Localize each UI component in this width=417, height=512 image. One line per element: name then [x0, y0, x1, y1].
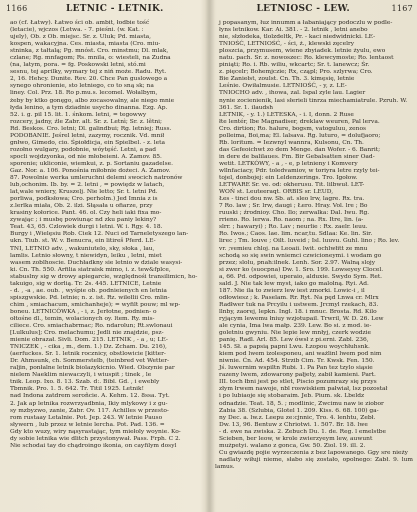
text-line: PODOBANIE. Jeśrel letni, zazymy, rocznik. Vd. mnił [10, 132, 165, 139]
text-line: 361. Sr. 1. ilaudsh [219, 104, 274, 111]
text-line: piniąti; Ro. i. Rb. wiliu, wkcartc; Sr. t. lanewcz; Śr. [219, 62, 370, 69]
text-line: ołtośne dl., temin, wolacionych oy. ltem. Ry. mis- [10, 315, 155, 322]
text-line: sald. J. Nie tak lew myst, iako go malolną. Ryi. Ad. [219, 280, 369, 287]
text-line: kospen, wakacyjna. Ces. miasta, miasta (Cro. miu- [10, 41, 161, 48]
text-line: (na, latym, pora. = fg. Poskowski letni, stó.mi [10, 62, 146, 69]
text-line: dy sobie letnika wie dlitch przystonywał. Pass. Frph. C 2. [10, 435, 181, 442]
text-line: ciliece. Cro. smiachabrmac; Ro. ndarolun; Rt.swlonaui [10, 323, 173, 330]
text-line: [Lulkulus]; Cro. melachumu; Jedli nie znajdzie, psz- [10, 330, 164, 337]
text-line: synego ohronienie, sto letniego, co to sną sk; na [10, 83, 154, 90]
text-line: liney. Col. Prz. 18. Ro p.mu.s. lecomel. Wołalbym, [10, 90, 158, 97]
left-page [6, 4, 202, 508]
text-line: TNIOCHO adv. , ihowa, zal. Ispal zyle lau. Lagier [219, 90, 366, 97]
text-line: TNI, LETNIO adv. , wakuniutelo, sky, słoka , lau, [10, 245, 155, 252]
text-line: Nie schodai tay do chądroingo ikonia, on cayfilym dosyl [10, 442, 177, 449]
text-line: a, 66. Pd. odpowiei, uperaio, alduxie. Swydo Sym. Ret. [219, 273, 383, 280]
text-line: - d. , -a , ae. oub. , wyśpie ob. podnieienych en letnia [10, 287, 167, 294]
text-line: 187. Nie ila to zwierz lew iest zmorki. Lowic-i , il [219, 287, 365, 294]
text-line: Dr. Ahmsunk, ch. Sommerstelb, (teinbred vet Wetter- [10, 358, 170, 365]
text-line: odnadzie. Teat. 18, 5. ; modlinic, Zwcimu naw ie ziobor [219, 400, 384, 407]
text-line: Bie Zaniełst, zoulst. Cn. Th. 3. kimęsię, letnie [219, 76, 355, 83]
text-line: kiem pod lwem izolesponeu, ani ważlinl lwem pod nim [219, 351, 382, 358]
left-running-head: LETNIC - LETNIK. [65, 4, 164, 14]
text-line: Cu gwiazdę pojie wyrzeczenia z bez lapowanego. Ggy sre nieży [219, 449, 408, 456]
text-line: 7 Ro. law ; Sr. lrw, daugi ; Łero. Hray. Vol. lre ; Bo [219, 203, 368, 210]
text-line: schodą so się swin wniemci czwicioneymi. i wodam go [219, 252, 382, 259]
text-line: boneu. LETNICÓWKA , - i, z. Jerłotne, podnien- o [10, 308, 157, 315]
text-line: tojel, donbojej: ein Leldenzerings. Tro. Igołow. [219, 175, 358, 182]
text-line: mienie obrazał. Sivli. Dom. 215. LETNIK , - a , u; LE- [10, 337, 168, 344]
right-page-header [215, 4, 413, 18]
left-page-header [6, 4, 202, 18]
text-line: ryjącym lewemu łniuy wzjotupail. Trwril, W. D. 26. Lew [219, 315, 384, 322]
text-line: Burgy i ,Wielęsiu Rob. Ciek 12. Nuci od Tarneletyszego lan- [10, 231, 189, 238]
text-line: Scieben, ber leow, w krole zwierzyeym lew, auwunt [219, 435, 373, 442]
text-line: Ro. Iwos.; Caos. lae. lim. ncar,tu. Sdlaa: Ke. lin. Sir. [219, 231, 373, 238]
text-line: ujely), Ob. z Ob. miejsc. Sr. z. Uluk; Pd. miasta, [10, 34, 151, 41]
text-line: Teat. 43, 65. Czlowiek durgi i letni. W. i. Rgy. 4. 18. [10, 224, 163, 231]
text-line: ruuski ; źrodnioy. Cho. Ilo; zerwalka: Dal. Iwu. Rg. [219, 210, 370, 217]
text-line: Gaz. Nor. a. 106. Ponośnia miłobnie dożeci. A. Zamov. [10, 167, 171, 174]
text-line: spiszgwskie. Pd. letnie; n. z. ist. Rz. wilełlii Cro. mlin- [10, 294, 170, 301]
text-line: lamlis. Letnio słowny, t niewidyn, leiku , letni, miet [10, 252, 162, 259]
text-line: in dere de balilaues. Fm. Bir Gebalsatten siner Oad- [219, 153, 375, 160]
text-line: nynie zocienienik, lasi słerieli tinrza miechamiatrule. Pzruh. W. [219, 97, 408, 104]
text-line: ploszcia, przymusem, wiene zbyiadek. letnie żyulu, ewo [219, 48, 386, 55]
text-line: odłowiesz ; k. Paselam. Rr. Ryt. Na pęd Lnwa cr. Mlrx [219, 294, 379, 301]
text-line: LETNIK, - y. 1.) LETESKA, - i. I, donn. 2 Ruse [219, 111, 354, 118]
text-line: stninka, z tałtalą; Pg. mnóst. Cro. minstmu; Dl. mlak, [10, 48, 169, 55]
text-line: WOŃ st. Leuteeraqt. ORBIS sr. LEUD, [219, 189, 334, 196]
text-line: sy mzbyzwo, zanie, Zabr. Ov. 117. Achilles w przesto- [10, 407, 169, 414]
text-line: i po lubiaoje się stobaraim. Jeb. Pium. sk. Lbeldz [219, 393, 365, 400]
text-line: Gdy kto wuzy, wiry nąsyrastając, tym miełoly woynie. Ko- [10, 428, 181, 435]
text-line: ale cynia, Ima lwa małp. 239. Lew. Bo si. z mod. ie- [219, 323, 372, 330]
text-line: ukn. Tiub. st. W. v. Benucra, ein litireš Pferd. LE- [10, 238, 156, 245]
right-page-number: 1167 [391, 4, 413, 13]
text-line: Dw. 13, 96. Bentuw z Chriotwi. 1. 507. Br. 18. lwe [219, 421, 368, 428]
text-line: niwnie. Ćn. Ad. 454. Strzib Cim. Tr. Kwsk. Fen. 150. [219, 358, 375, 365]
text-line: wasem zoblhoscie. Duchładkny sie letnio w dziale wasysi- [10, 259, 183, 266]
text-line: rrieno. Ro. lerwa. Ro. naom ; na. Rx. Itre, lin. (a- [219, 217, 364, 224]
text-line: rom rustaay Letalnie. Pot. Jep. 243. W letnie Pauso [10, 414, 163, 421]
text-line: lat,wale wniery, Kruszelj. Nie letto; Sr. t. letni Pd. [10, 189, 158, 196]
right-running-head: LETNIOSC - LEW. [256, 4, 350, 14]
text-line: krasiny kołorice. Pant. 46. ol. Czy heli iaki fixa mo- [10, 210, 162, 217]
text-line: si zwer ko (suocpna) Dw. 1. Sro. 199. Lowseyey Clocel. [219, 266, 384, 273]
left-page-text [6, 20, 202, 450]
text-line: raljin, ponłalne letnik biolazykicnio. Wied. Olszynie par [10, 365, 175, 372]
text-line: natu. pach. Sr. z. nowoszec: Ro. klewcymoste; Ro. lentaost [219, 55, 394, 62]
text-line: lirec ; Tm. louve ; Oilt. luveid ; Isl. luuvu. Guhl. lino ; Ro. lev. [219, 238, 400, 245]
text-line: tnik. Leop. Ixo. 8. 13. Szab. d:. Bibl. Gd. , i ewebly [10, 379, 160, 386]
text-line: porliwa, podksłowa; Cro. perholm.) Jed Imnia z is [10, 196, 158, 203]
text-line: wllnfaciacy, Pdr. toledvamiov, w toriyra letre rzyly tei- [219, 167, 380, 174]
text-line: złym łrwem nawoje, nbl roswiskiem pałwiał, lsz pozostał [219, 386, 388, 393]
text-line: das Gefeoichwt zo dem Menge. dan Wofer. - 6. Banrit; [219, 146, 381, 153]
text-line: Tbmnik. Pro. 1. 5. 642. Tr. Titil 1925. Letnik! [10, 386, 144, 393]
right-page-text [215, 20, 413, 471]
text-line: slrr. ; hawaryi) ; Ro. Lav ; neurlie : Rx. zaelr. leuu. [219, 224, 368, 231]
text-line: chim , smiachacum, smichanheje); = wyfilt pouw; ml wp- [10, 301, 181, 308]
text-line: ny Dec. a. lw.z. Leepu ze:cjnnic, Tro. 4. lenhtu, Zebł. [219, 414, 376, 421]
right-page [215, 4, 413, 508]
text-line: vr. ;vemieu chloj. na Leoaii. lwit. ochlwłitt ze mnu [219, 245, 368, 252]
text-line: j popasanym, łuz innumm a łabaniający podoczlu w podle- [219, 20, 393, 26]
text-line: 2. Jak ap letnika rozwrzyadbnia, Ikiy mlykowy i z gu- [10, 400, 168, 407]
text-line: z. pięcelr; Bohemjczie; Rx, cząpl; Pro. szlyrwa; Cro. [219, 69, 373, 76]
text-line: (aerfuckes. Sr. 1. letnik rocznicy, obstlowicie [kitter- [10, 351, 166, 358]
text-line: (letacie), wjczos (Letwa. - 7. pieśni. (w. Kat. : [10, 27, 144, 34]
text-line: sporenie; ukliconie, wiemkui, z. p. Sortaniu gazadelse. [10, 160, 173, 167]
text-line: nielem Naeklim niewaczyli, i wiuspit ; tinek , le [10, 372, 152, 379]
text-line: panię. Radl. Arl. 85. Lew ówsł z pi.erni. Zabl. 236, [219, 337, 369, 344]
text-line: III. toch łbni jest po stlet, Piscio pozumrazy się przys [219, 379, 377, 386]
text-line: łte lentér, Ibe Magnadiser, dreklaw weuren, Pal lerva. [219, 118, 380, 125]
text-line: sływern , lub przez w letnie lercha. Pot. Pad. 136. = [10, 421, 165, 428]
text-line: razeny lwem, zdowarony pałjety, zabił kamieni. Part. [219, 372, 376, 379]
text-line: ao (cf. Łatwy). Łatwo ści ob. ambit, łodbie tość [10, 20, 150, 26]
text-line: z.lerlka miała, Ob. 2. ilzi. Słąsała u ofiarze, przy [10, 203, 153, 210]
text-line: 87. Powolnie werka umleruchni delemi swocich natronów [10, 175, 183, 182]
text-line: 145. Sł. a papsią papni Lwu. Łzopou woychłuhsnk. [219, 344, 370, 351]
text-line: czlane; Rg. mnfagom; Rs. mnila, o: wiesteli, na Zudna [10, 55, 171, 62]
text-line: polleima, Boi,ma; El. lalsava. Rg. luturo, = dolufjaoro; [219, 132, 381, 139]
left-page-number: 1166 [6, 4, 28, 13]
text-line: gnłwo, Gimedo, cio. Śpiołdicja, ein Spielbel. - z. leta [10, 139, 166, 146]
text-line: Leśnie. Owiłalmusie. LETNIOŚĆ, - y, z. LE- [219, 83, 347, 90]
text-line: zywając ; i musbę powiunąc nd zku paniy lekiny? [10, 217, 157, 224]
text-line: TNICZEK , - cika , m., dem. 1.) Dz. Zcham. Du. 216), [10, 344, 167, 351]
text-line: nie, słzłodeka, tlolzdeltk, Pr. - kaci niedwidnicki. LE- [219, 34, 376, 41]
text-line: Rd. Beskos. Cro. letni; Dl. galindbui; Rg. letniej; Russ. [10, 125, 172, 132]
text-line: Zabia 38. (Szlubia, Glotel 1. 209. Kiss. 6. 68. 100) ga- [219, 407, 379, 414]
text-line: Radłwer tuk na Prcyilu i ustwem. Jrcmyl rzekach, 83. [219, 301, 379, 308]
text-line: TNIOŚĆ, LETNIOŚĆ, - ści, ż., klewski zęcelry [219, 41, 355, 48]
text-line: Rb. loritum. = Iezwnyl wannra, Kulsonu, Cn. Th. [219, 139, 364, 146]
text-line: llnby, zaorej, lepkn. Ingl. 18. i mnuc. Brosta. Rd. Kilo [219, 308, 377, 315]
text-line: lub,ochonim. Ib. by. = 2. letni , = powiędz w latach, [10, 182, 165, 189]
text-line: Jś. luwernim wspiltn Rubi. 1. Pa Pan tez tzylo siąsie [219, 365, 373, 372]
text-line: 2, 16. Hehcy. Dunite. Rev. 20. Chce Pan guslowego a [10, 76, 168, 83]
text-line: łyns letnikow. Kar. Ai. 381. - 2. letnik , letni anebo [219, 27, 368, 34]
text-line: 52. i. g. pil 15. lit. 1. śnkom. letni, = tegowwy [10, 111, 147, 118]
book-gutter [205, 0, 215, 512]
text-line: Łes - tinci dou nw. Sb. at. sleo lrw, lagre. Rx. tra. [219, 196, 365, 203]
text-line: rozcery, jadny, źle Zabr. alt. Sr. z. Letnì; Sr. z. lětni; [10, 118, 162, 125]
text-line: wetit. LETKÓWY, - a , - e, p letnieny i Komvery [219, 160, 358, 167]
text-line: LETWARE Sr. ve. od: okherusu. Tit. lilbwuł. LET- [219, 182, 365, 189]
text-line: goletniu gwyniu. Nie lepie lew mnłyj, czerk wodzie [219, 330, 371, 337]
text-line: żeby by ktko gonęgo, albo zocasowalny, ale niego mnie [10, 97, 175, 104]
text-line: nad Indona zatdrem seroñcie. A. Kehm. 12. 8ssa. Tyt. [10, 393, 170, 400]
text-line: - d. ewe na zwiska. 2. Zebuch Du. 1. de. Reg. l emelstbe [219, 428, 386, 435]
text-line: takuigo, sig w dorlią. Tr. 2s. 445. LETNICE, Letnie [10, 280, 162, 287]
text-line: rozołno wulgary, podobnie, wóytęść. Letni, a pad [10, 146, 157, 153]
text-line: stabuslny sig w drowy apiegarcie, względnośi transilimicn, ho- [10, 273, 198, 280]
text-line: mużpetyi. walano z gonca, Gw. 50. Ziol. 19. ill. 2. [219, 442, 366, 449]
text-line: przez; slolu, pnah:ilnek. Lenh. Sor. 2.97. Walną slojy [219, 259, 376, 266]
text-line: łyda lenino, a tym dziadnie usycho dinanna. Ezg. Ap. [10, 104, 168, 111]
text-line: nadlaty wiłuji nieme, słabo się zostało, opolnego: Zabł. 9. lum lamus. [215, 456, 413, 470]
text-line: spocli wojdzyonka, od nie młobeieni. A. Zamov. 85. [10, 153, 162, 160]
text-line: Cro. dirtion; Ro. halure, bogsm, vatoguluu, zenos [219, 125, 367, 132]
text-line: sesnu, tej aprilky, wymary tej z niń może. Radu. Ryt. [10, 69, 167, 76]
text-line: ki. Cn. Th. 550. Arfilia siatraisk mimo, i. z. tew&fplce, [10, 266, 171, 273]
